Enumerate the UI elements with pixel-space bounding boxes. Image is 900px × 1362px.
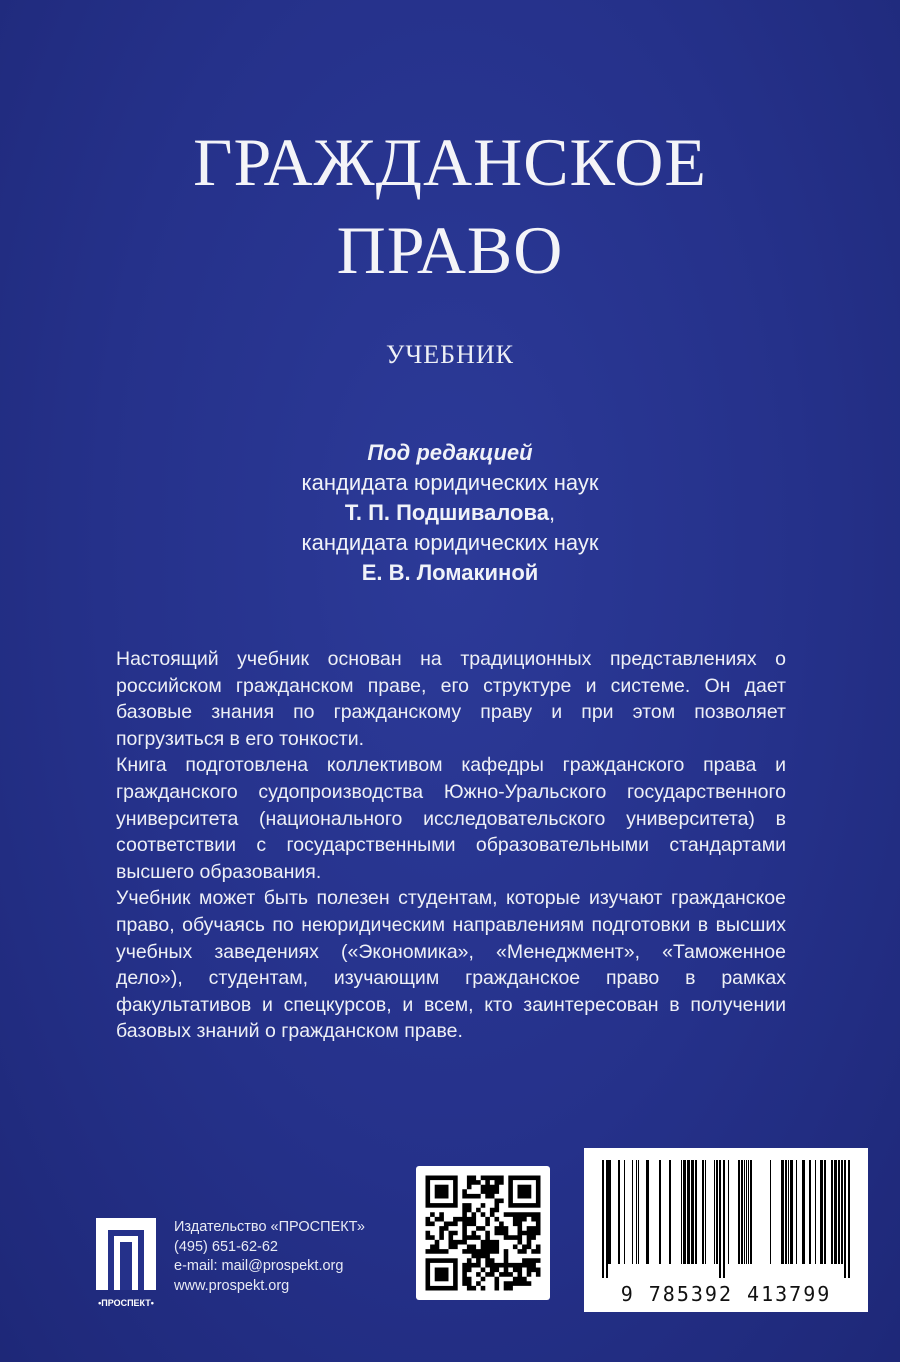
publisher-contacts <box>174 1218 365 1296</box>
editor-1-degree: кандидата юридических наук <box>301 470 599 495</box>
book-title <box>0 118 900 294</box>
editors-heading: Под редакцией <box>367 440 533 465</box>
description-paragraph: Учебник может быть полезен студентам, которые изучают гражданское право, обучаясь по неюридическим направлениям подготовки в высших учебных заведениях («Экономика», «Менеджмент», «Таможенное дело»), студентам, изучающим гражданское право в рамках факультативов и спецкурсов, и всем, кто заинтересован в получении базовых знаний о гражданском праве. <box>116 887 786 1043</box>
isbn-barcode <box>584 1148 868 1312</box>
editor-1-suffix: , <box>548 500 556 525</box>
publisher-logo-text: •ПРОСПЕКТ• <box>98 1298 154 1308</box>
editor-2-name: Е. В. Ломакиной <box>361 560 539 585</box>
qr-code <box>416 1166 550 1300</box>
description-paragraph: Книга подготовлена коллективом кафедры гражданского права и гражданского судопроизводства Южно-Уральского государственного университета (национального исследовательского университета) в соответствии с государственными образовательными стандартами высшего образования. <box>116 754 786 883</box>
book-subtitle: УЧЕБНИК <box>385 340 514 369</box>
barcode-graphic <box>598 1160 854 1278</box>
description-paragraph: Настоящий учебник основан на традиционных представлениях о российском гражданском праве, его структуре и системе. Он дает базовые знания по гражданскому праву и при этом позволяет погрузиться в его тонкости. <box>116 648 786 750</box>
publisher-website: www.prospekt.org <box>174 1277 290 1294</box>
editor-2-degree: кандидата юридических наук <box>301 530 599 555</box>
qr-code-graphic <box>416 1166 550 1300</box>
editor-1-name: Т. П. Подшивалова <box>344 500 549 525</box>
publisher-phone: (495) 651-62-62 <box>174 1238 278 1255</box>
isbn-number: 9 785392 413799 <box>620 1282 832 1306</box>
editors-block <box>0 438 900 588</box>
publisher-email: e-mail: mail@prospekt.org <box>174 1258 344 1274</box>
publisher-logo-icon <box>88 1214 164 1310</box>
publisher-name: Издательство «ПРОСПЕКТ» <box>174 1219 365 1235</box>
editor-1-line <box>0 498 900 528</box>
book-description <box>116 646 786 1045</box>
title-line-1: ГРАЖДАНСКОЕ <box>193 124 707 200</box>
title-line-2: ПРАВО <box>336 212 564 288</box>
